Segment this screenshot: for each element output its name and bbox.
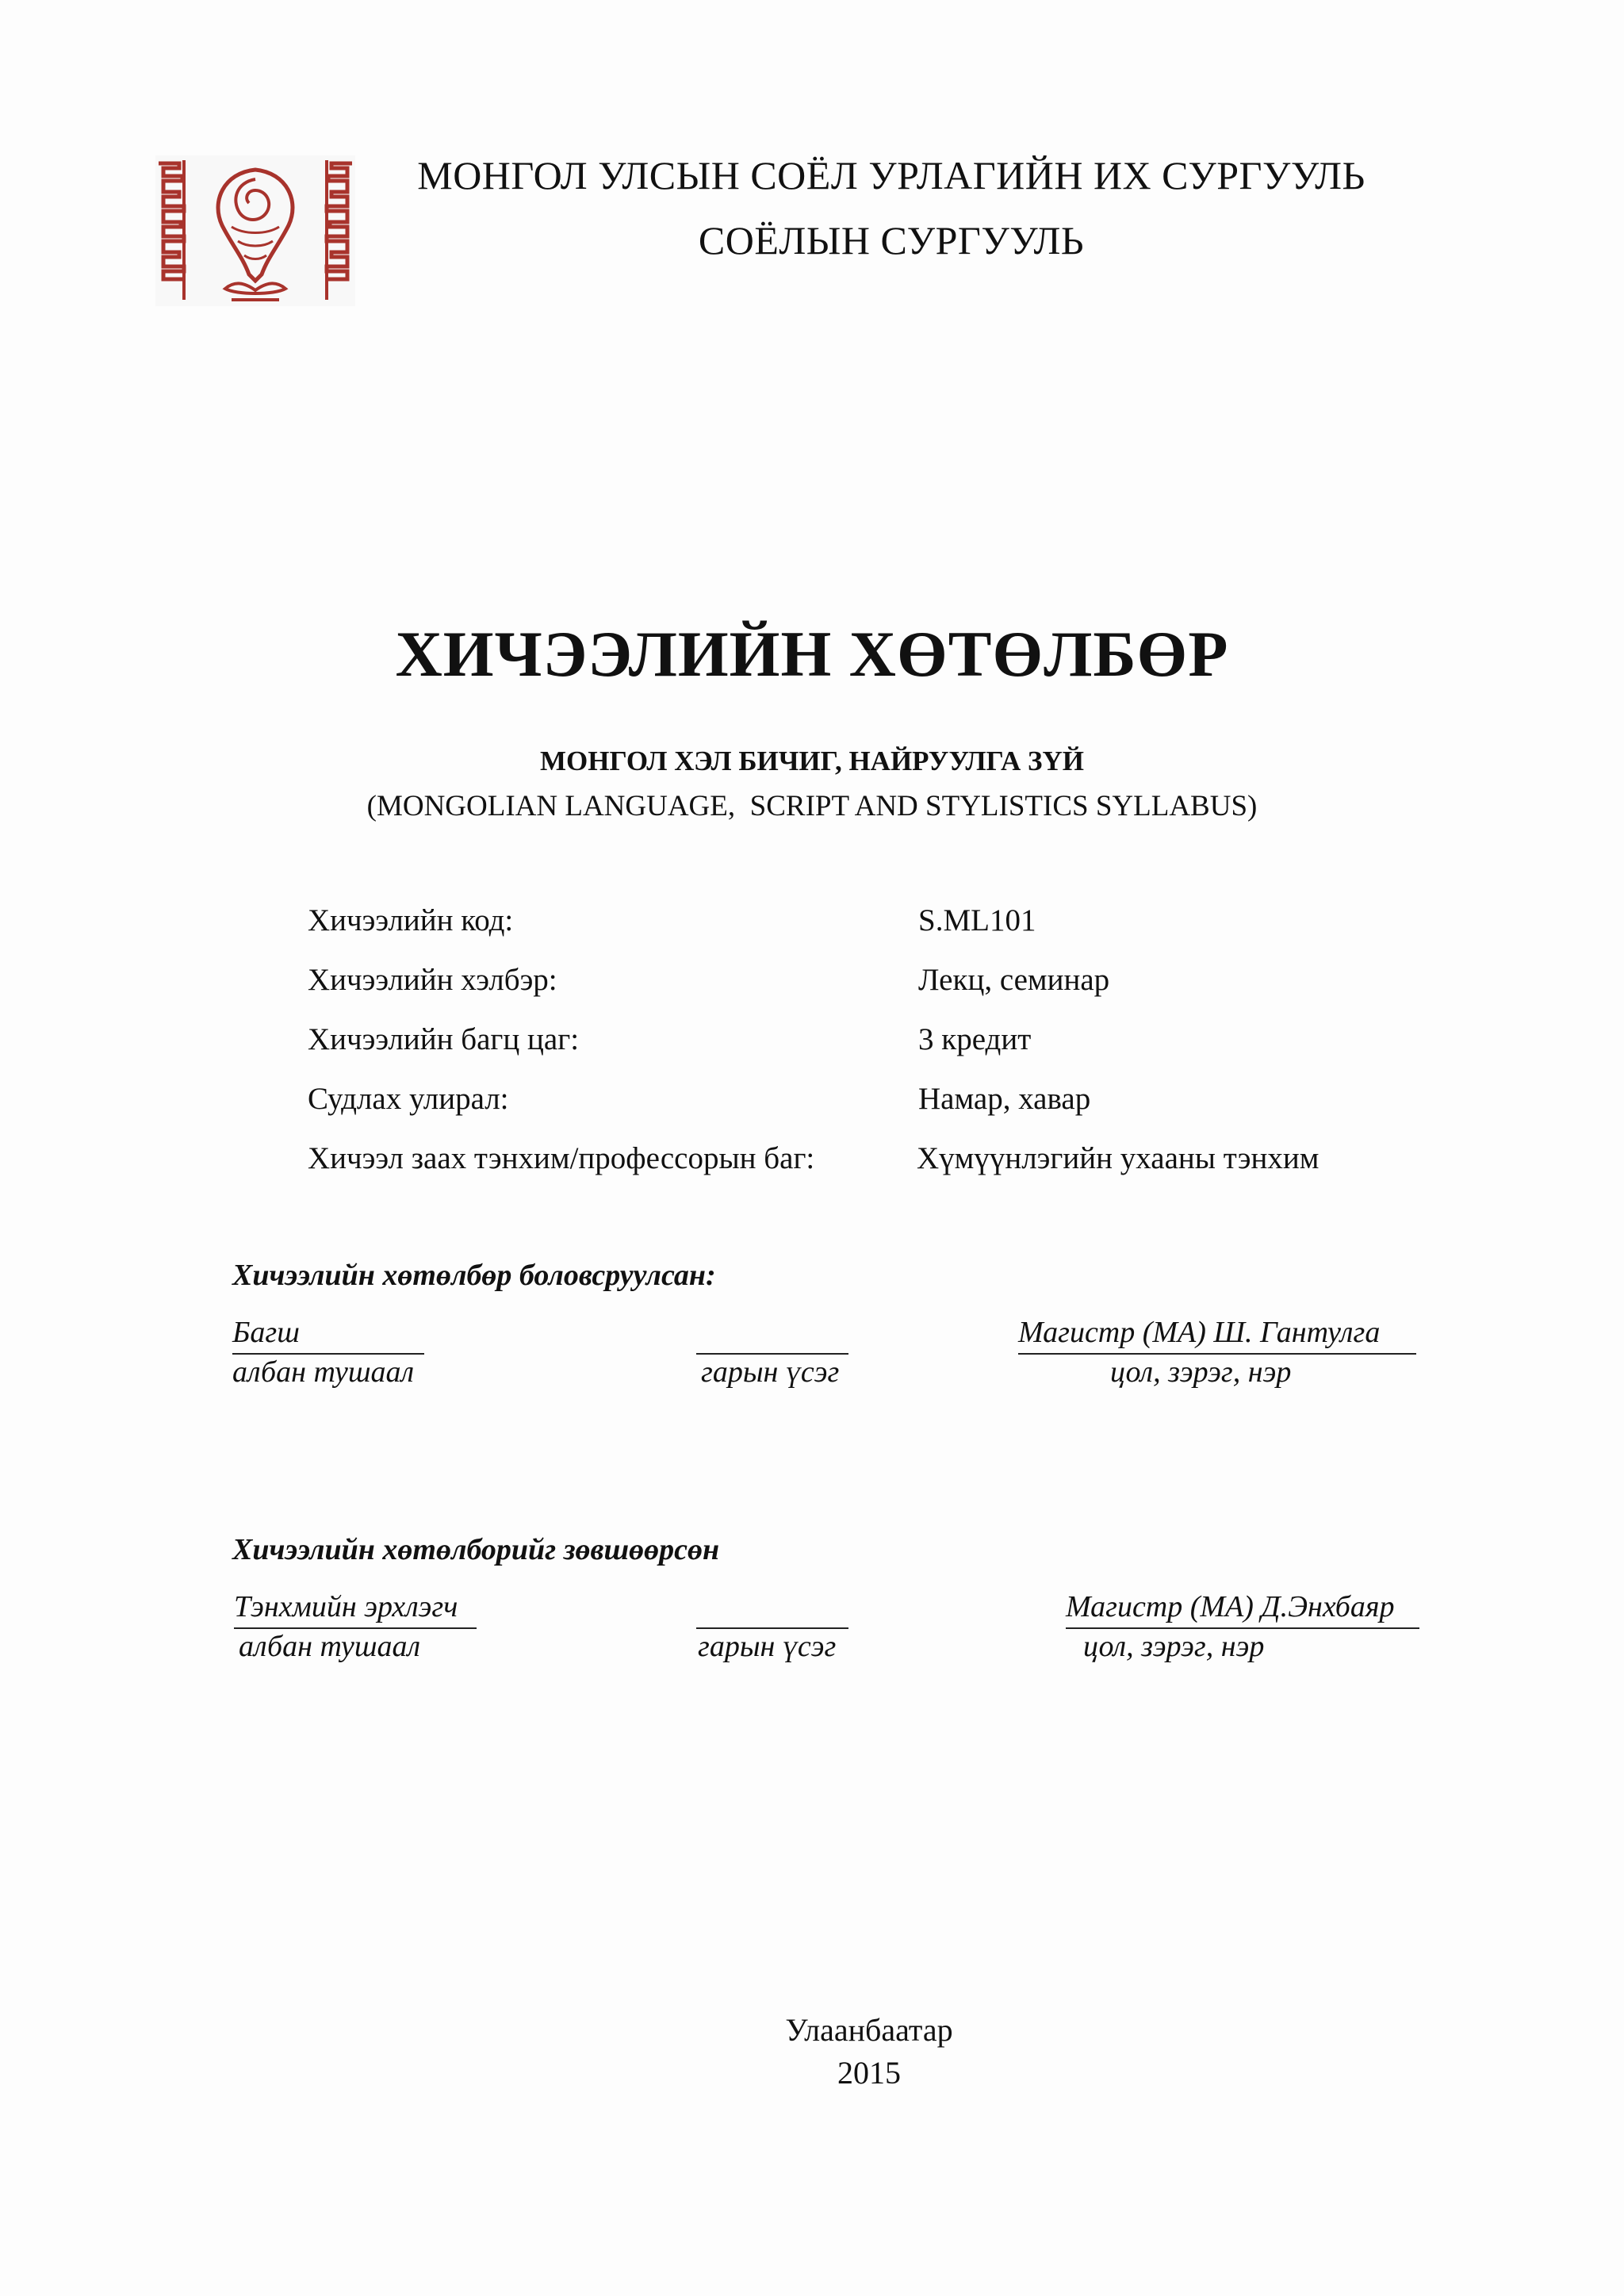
approved-by-heading: Хичээлийн хөтөлборийг зөвшөөрсөн [232,1533,720,1566]
info-row-semester [0,1081,1624,1125]
signature-caption: гарын үсэг [698,1630,837,1663]
info-value: Намар, хавар [918,1082,1091,1116]
developer-position: Багш [232,1316,300,1349]
info-row-course-code [0,903,1624,947]
info-value: 3 кредит [918,1022,1032,1056]
info-row-credit-hours [0,1022,1624,1066]
document-title: ХИЧЭЭЛИЙН ХӨТӨЛБӨР [395,618,1229,690]
year: 2015 [837,2055,901,2091]
university-name: МОНГОЛ УЛСЫН СОЁЛ УРЛАГИЙН ИХ СУРГУУЛЬ [417,153,1365,197]
info-label: Хичээлийн хэлбэр: [308,963,557,997]
info-label: Хичээлийн код: [308,903,514,937]
info-value: Лекц, семинар [918,963,1110,997]
course-name: МОНГОЛ ХЭЛ БИЧИГ, НАЙРУУЛГА ЗҮЙ [540,746,1084,776]
info-label: Хичээлийн багц цаг: [308,1022,580,1056]
approver-name: Магистр (МА) Д.Энхбаяр [1066,1590,1395,1623]
info-label: Хичээл заах тэнхим/профессорын баг: [308,1141,815,1175]
city: Улаанбаатар [785,2012,953,2048]
info-value: S.ML101 [918,903,1036,937]
info-value: Хүмүүнлэгийн ухааны тэнхим [917,1141,1320,1175]
developed-by-heading: Хичээлийн хөтөлбөр боловсруулсан: [232,1259,716,1292]
name-caption: цол, зэрэг, нэр [1110,1355,1292,1389]
course-name-english: (MONGOLIAN LANGUAGE, SCRIPT AND STYLISTICS SYLLABUS) [366,790,1258,822]
name-caption: цол, зэрэг, нэр [1083,1630,1265,1663]
signature-caption: гарын үсэг [701,1355,840,1389]
school-name: СОЁЛЫН СУРГУУЛЬ [698,218,1085,263]
info-row-department [0,1140,1624,1185]
developer-name: Магистр (МА) Ш. Гантулга [1018,1316,1381,1349]
approver-position: Тэнхмийн эрхлэгч [234,1590,458,1623]
info-row-course-format [0,962,1624,1006]
position-caption: албан тушаал [232,1355,415,1389]
position-caption: албан тушаал [239,1630,421,1663]
info-label: Судлах улирал: [308,1082,509,1116]
